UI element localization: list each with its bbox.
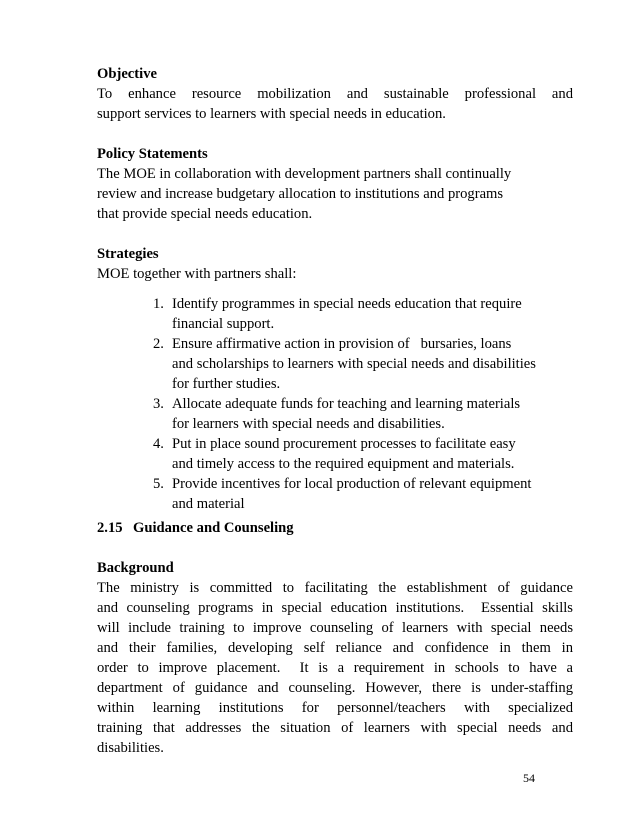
list-item-number: 2. (153, 336, 164, 352)
policy-text-line: review and increase budgetary allocation to institutions and programs (97, 186, 504, 202)
objective-heading: Objective (97, 66, 157, 82)
background-text-line: The ministry is committed to facilitating the establishment of guidance (97, 580, 573, 596)
list-item-text: and timely access to the required equipment and materials. (172, 456, 515, 472)
list-item-text: and material (172, 496, 245, 512)
list-item (153, 434, 573, 474)
list-item-text: Provide incentives for local production of relevant equipment (172, 476, 532, 492)
list-item-number: 4. (153, 436, 164, 452)
list-item-number: 1. (153, 296, 164, 312)
policy-statements-heading: Policy Statements (97, 146, 208, 162)
objective-text-line: To enhance resource mobilization and sustainable professional and (97, 86, 573, 102)
list-item-number: 3. (153, 396, 164, 412)
list-item-text: for learners with special needs and disabilities. (172, 416, 445, 432)
list-item (153, 474, 573, 514)
policy-text-line: The MOE in collaboration with development partners shall continually (97, 166, 512, 182)
section-heading (97, 518, 573, 538)
document-page (97, 64, 573, 758)
list-item (153, 394, 573, 434)
list-item-text: for further studies. (172, 376, 281, 392)
background-text-line: department of guidance and counseling. However, there is under-staffing (97, 680, 573, 696)
strategies-list (153, 294, 573, 514)
background-text-line: and counseling programs in special education institutions. Essential skills (97, 600, 573, 616)
background-text-line: within learning institutions for personnel/teachers with specialized (97, 700, 573, 716)
strategies-intro: MOE together with partners shall: (97, 266, 297, 282)
background-heading: Background (97, 560, 174, 576)
list-item-text: financial support. (172, 316, 275, 332)
background-text-line: and their families, developing self reliance and confidence in them in (97, 640, 573, 656)
list-item-text: Allocate adequate funds for teaching and learning materials (172, 396, 521, 412)
list-item-text: Ensure affirmative action in provision of bursaries, loans (172, 336, 512, 352)
list-item-text: Put in place sound procurement processes to facilitate easy (172, 436, 516, 452)
section-title: Guidance and Counseling (133, 520, 294, 536)
background-text-line: training that addresses the situation of learners with special needs and (97, 720, 573, 736)
background-text-line: will include training to improve counseling of learners with special needs (97, 620, 573, 636)
list-item-text: and scholarships to learners with special needs and disabilities (172, 356, 536, 372)
page-number: 54 (523, 771, 535, 785)
background-text-line: disabilities. (97, 740, 164, 756)
list-item (153, 334, 573, 394)
section-number: 2.15 (97, 520, 123, 536)
list-item (153, 294, 573, 334)
objective-text-line: support services to learners with special needs in education. (97, 106, 446, 122)
list-item-text: Identify programmes in special needs education that require (172, 296, 522, 312)
background-text-line: order to improve placement. It is a requirement in schools to have a (97, 660, 573, 676)
strategies-heading: Strategies (97, 246, 159, 262)
policy-text-line: that provide special needs education. (97, 206, 313, 222)
list-item-number: 5. (153, 476, 164, 492)
